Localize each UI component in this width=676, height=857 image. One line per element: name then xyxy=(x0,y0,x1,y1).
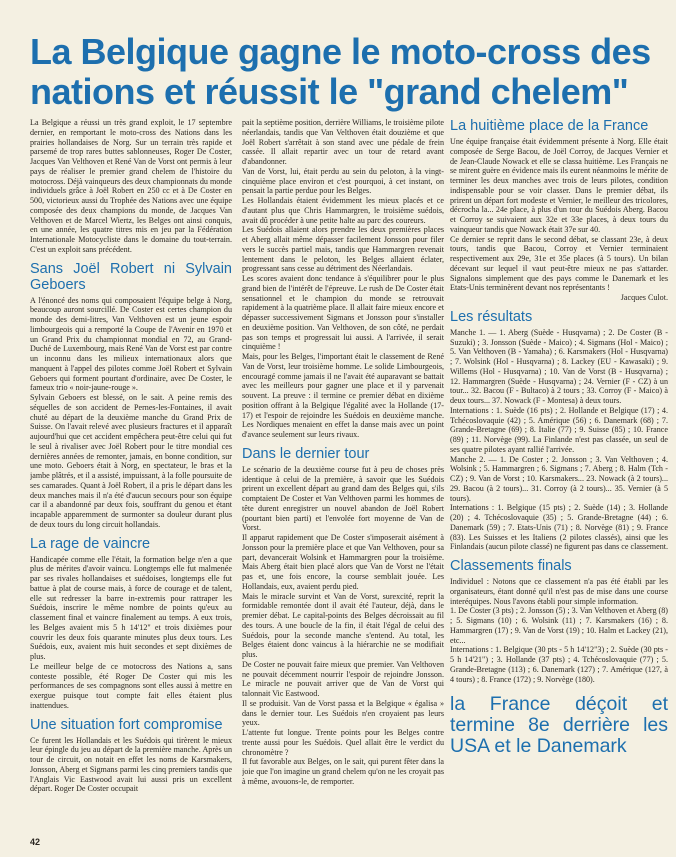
paragraph: Il apparut rapidement que De Coster s'imposerait aisément à Jonsson pour la première place et que Van Velthoven, pour sa part, devancerait Wolsink et Hammargren pour la troisième. Mais Aberg était bien placé alors que Van de Vorst ne l'était pas et, une fois encore, la course semblait jouée. Les Hollandais, eux, avaient perdu pied. xyxy=(242,533,444,591)
page-number: 42 xyxy=(30,837,41,847)
classement-individuel-note: Individuel : Notons que ce classement n'a pas été établi par les organisateurs, étant donné qu'il n'est pas de mise dans une course interéquipes. Nous l'avons établi pour simple information. xyxy=(450,577,668,606)
paragraph: Ce dernier se reprit dans le second débat, se classant 23e, à deux tours, tandis que Bacou, Corroy et Vernier terminaient respectivement aux 29e, 31e et 35e places (à 5 tours). Un bilan décevant sur lequel il vaut peut-être mieux ne pas s'attarder. Signalons simplement que des pays comme le Danemark et les Etats-Unis terminèrent devant nos représentants ! xyxy=(450,234,668,293)
subheading-sans-joel-robert: Sans Joël Robert ni Sylvain Geboers xyxy=(30,260,232,293)
paragraph: Sylvain Geboers est blessé, on le sait. A peine remis des séquelles de son accident de Pernes-les-Fontaines, il avait chuté au départ de la deuxième manche du Grand Prix de Suisse. On l'avait relevé avec plusieurs fractures et il apparaît aujourd'hui que cet accident empêchera peut-être celui qui fut le seul à rivaliser avec Joël Robert pour le titre mondial ces dernières années de remonter, jamais, en bonne condition, sur une moto. Geboers était à Norg, en spectateur, le bras et la jambe plâtrés, et il a assisté, impuissant, à la folle poursuite de ses camarades. Quant à Joël Robert, il a pris le départ dans les deux manches mais il n'a été d'aucun secours pour son équipe car il a abandonné par deux fois, souffrant du genou et étant incapable apparemment de surmonter sa douleur durant plus de deux tours du long circuit hollandais. xyxy=(30,393,232,529)
paragraph: Il se produisit. Van de Vorst passa et la Belgique « égalisa » dans le dernier tour. Les Suédois n'en croyaient pas leurs yeux. xyxy=(242,698,444,728)
paragraph: Les Suédois allaient alors prendre les deux premières places et Aberg allait même dépasser facilement Jonsson pour filer vers le succès partiel mais, tandis que Hammargren revenait lentement dans le peloton, les Belges allaient éclater, progressant sans cesse au détriment des Néerlandais. xyxy=(242,225,444,274)
paragraph: Ce furent les Hollandais et les Suédois qui tirèrent le mieux leur épingle du jeu au départ de la première manche. Après un tour de circuit, on notait en effet les noms de Karsmakers, Jonsson, Aberg et Sigmans parmi les cinq premiers tandis que l'Anglais Vic Eastwood avait lui aussi pris un excellent départ. Roger De Coster occupait xyxy=(30,735,232,794)
paragraph: De Coster ne pouvait faire mieux que premier. Van Velthoven ne pouvait décemment nourrir l'espoir de rejoindre Jonsson. Le miracle ne pouvait arriver que de Van de Vorst qui talonnait Vic Eastwood. xyxy=(242,659,444,698)
subheading-situation-compromise: Une situation fort compromise xyxy=(30,716,223,733)
article-column-3 xyxy=(450,118,668,823)
paragraph: Le meilleur belge de ce motocross des Nations a, sans conteste possible, été Roger De Coster qui mis les performances de ses compagnons sont elles aussi à mettre en exergue puisque tout compte fait elles étaient plus inattendues. xyxy=(30,661,232,710)
pull-quote: la France déçoit et termine 8e derrière les USA et le Danemark xyxy=(450,693,668,758)
results-manche-2: Manche 2. — 1. De Coster ; 2. Jonsson ; 3. Van Velthoven ; 4. Wolsink ; 5. Hammargren ; 6. Sigmans ; 7. Aberg ; 8. Halm (Tch - CZ) ; 9. Van de Vorst ; 10. Karsmakers... 23. Nowack (à 2 tours)... 29. Bacou (à 2 tours)... 31. Corroy (à 2 tours)... 35. Vernier (à 5 tours). xyxy=(450,454,668,503)
paragraph: A l'énoncé des noms qui composaient l'équipe belge à Norg, beaucoup auront sourcillé. De Coster est certes champion du monde des demi-litres, Van Velthoven est un jeune espoir limbourgeois qui a remporté la Coupe de l'Avenir en 1970 et un Grand Prix du championnat mondial en 72, au Grand-Duché de Luxembourg, mais René Van de Vorst est par contre un inconnu dans les milieux internationaux alors que manquent à l'appel des pilotes comme Joël Robert et Sylvain Geboers qui forment pourtant d'ordinaire, avec De Coster, le fameux trio « noir-jaune-rouge ». xyxy=(30,295,232,393)
classement-internations: Internations : 1. Belgique (30 pts - 5 h 14'12"3) ; 2. Suède (30 pts - 5 h 14'21") ; 3. Hollande (37 pts) ; 4. Tchécoslovaquie (77) ; 5. Grande-Bretagne (113) ; 6. Danemark (127) ; 7. Amérique (127, à 4 tours) ; 8. France (172) ; 9. Norvège (180). xyxy=(450,645,668,684)
subheading-huitieme-place: La huitième place de la France xyxy=(450,118,649,134)
subheading-rage-de-vaincre: La rage de vaincre xyxy=(30,535,151,552)
classement-individuel: 1. De Coster (3 pts) ; 2. Jonsson (5) ; 3. Van Velthoven et Aberg (8) ; 5. Sigmans (10) ; 6. Wolsink (11) ; 7. Karsmakers (16) ; 8. Hammargren (17) ; 9. Van de Vorst (19) ; 10. Halm et Lackey (21), etc... xyxy=(450,606,668,645)
paragraph: Mais, pour les Belges, l'important était le classement de René Van de Vorst, leur troisième homme. Le solide Limbourgeois, encouragé comme jamais il ne l'avait été auparavant se battait avec les meilleurs pour gagner une place et il y parvenait souvent. La preuve : il termine ce premier débat en dixième position offrant à la Belgique l'égalité avec la Hollande (17-17) et l'espoir de rejoindre les Suédois en deuxième manche. Les Nordiques menaient en effet la danse mais avec un point d'avance seulement sur leurs rivaux. xyxy=(242,352,444,439)
author-signature: Jacques Culot. xyxy=(620,293,668,302)
intro-paragraph: La Belgique a réussi un très grand exploit, le 17 septembre dernier, en remportant le moto-cross des Nations dans les prairies hollandaises de Norg. Sur un terrain très rapide et parsemé de trop rares buttes sablonneuses, Roger De Coster, Jacques Van Velthoven et René Van de Vorst ont permis à leur pays de réaliser le premier grand chelem de l'histoire du motocross. Déjà vainqueurs des deux championnats du monde individuels grâce à Joël Robert en 250 cc et à De Coster en 500, victorieux aussi du Trophée des Nations avec une équipe composée des deux champions du monde, de Jacques Van Velthoven et de Marcel Wiertz, les Belges ont ainsi conquis, en une année, les quatre titres mis en jeu par la Fédération Internationale Motocycliste dans le domaine du tout-terrain. C'est un exploit sans précédent. xyxy=(30,118,232,254)
paragraph: Van de Vorst, lui, était perdu au sein du peloton, à la vingt-cinquième place environ et c'est pourquoi, à cet instant, on pensait la partie perdue pour les Belges. xyxy=(242,166,444,196)
paragraph: Les scores avaient donc tendance à s'équilibrer pour le plus grand bien de l'intérêt de l'épreuve. Le rush de De Coster était sensationnel et le champion du monde se retrouvait rapidement à la quatrième place. Il allait faire mieux encore et dépasser successivement Sigmans et Jonsson pour s'installer en deuxième position. Van Velthoven, de son côté, ne perdait pas son temps et progressait lui aussi. A l'arrivée, il serait cinquième ! xyxy=(242,274,444,352)
subheading-resultats: Les résultats xyxy=(450,308,533,325)
paragraph: Le scénario de la deuxième course fut à peu de choses près identique à celui de la première, à savoir que les Suédois prirent un excellent départ au grand dam des Belges qui, s'ils comptaient De Coster et Van Velthoven parmi les hommes de tête durent enregistrer un nouvel abandon de Joël Robert (pourtant bien parti) et l'envolée fort moyenne de Van de Vorst. xyxy=(242,464,444,533)
paragraph: L'attente fut longue. Trente points pour les Belges contre trente aussi pour les Suédois. Quel allait être le verdict du chronomètre ? xyxy=(242,728,444,757)
paragraph: Une équipe française était évidemment présente à Norg. Elle était composée de Serge Bacou, de Joël Corroy, de Jacques Vernier et de Jean-Claude Nowack et elle se classa huitième. Les Français ne se mirent guère en évidence mais ils eurent néanmoins le mérite de terminer les deux manches avec trois de leurs pilotes, condition indispensable pour se voir classer. Dans le premier débat, ils prirent un départ fort modeste et Vernier, le meilleur des tricolores, décrocha la... 24e place, à plus d'un tour du Suédois Aberg. Bacou et Corroy se suivaient aux 32e et 33e places, à deux tours du vainqueur tandis que Nowack était 37e sur 40. xyxy=(450,137,668,234)
results-manche-1: Manche 1. — 1. Aberg (Suède - Husqvarna) ; 2. De Coster (B - Suzuki) ; 3. Jonsson (Suède - Maico) ; 4. Sigmans (Hol - Maico) ; 5. Van Velthoven (B - Yamaha) ; 6. Karsmakers (Hol - Husqvarna) ; 7. Wolsink (Hol - Husqvarna) ; 8. Lackey (EU - Kawasaki) ; 9. Willems (Hol - Husqvarna) ; 10. Van de Vorst (B - Husqvarna) ; 12. Hammargren (Suède - Husqvarna) ; 24. Vernier (F - CZ) à un tour... 32. Bacou (F - Bultaco) à 2 tours ; 33. Corroy (F - Maico) à deux tours... 37. Nowack (F - Montesa) à deux tours. xyxy=(450,327,668,405)
paragraph: Il fut favorable aux Belges, on le sait, qui purent fêter dans la joie que l'on imagine un grand chelem qu'on ne les croyait pas à même, avouons-le, de remporter. xyxy=(242,757,444,786)
results-internations-2: Internations : 1. Belgique (15 pts) ; 2. Suède (14) ; 3. Hollande (20) ; 4. Tchécoslovaquie (35) ; 5. Grande-Bretagne (44) ; 6. Danemark (59) ; 7. Etats-Unis (71) ; 8. Norvège (81) ; 9. France (83). Les Suisses et les Italiens (2 pilotes classés), ainsi que les Finlandais (aucun pilote classé) ne figurent pas dans ce classement. xyxy=(450,503,668,552)
headline: La Belgique gagne le moto-cross des nations et réussit le "grand chelem" xyxy=(30,31,651,112)
subheading-classements-finals: Classements finals xyxy=(450,558,572,574)
paragraph: Les Hollandais étaient évidemment les mieux placés et ce d'autant plus que Chris Hammargren, le troisième suédois, avait dû procéder à une petite halte au parc des coureurs. xyxy=(242,196,444,225)
results-internations-1: Internations : 1. Suède (16 pts) ; 2. Hollande et Belgique (17) ; 4. Tchécoslovaquie (42) ; 5. Amérique (56) ; 6. Danemark (68) ; 7. Grande-Bretagne (69) ; 8. Italie (77) ; 9. Suisse (85) ; 10. France (89) ; 11. Norvège (99). La Finlande n'est pas classée, un seul de ses quatre pilotes ayant rallié l'arrivée. xyxy=(450,405,668,454)
article-column-1 xyxy=(30,118,232,833)
article-column-2 xyxy=(242,118,444,833)
paragraph: Handicapée comme elle l'était, la formation belge n'en a que plus de mérites d'avoir vaincu. Longtemps elle fut malmenée par ses rivales hollandaises et suédoises, longtemps elle fut battue à plat de course mais, à force de courage et de talent, elle sut redresser la barre in-extremis pour rattraper les Suédois, inscrire le même nombre de points qu'eux au classement final et vaincre finalement au temps. A eux trois, les Belges avaient mis 5 h 14'12" et trois dixièmes pour couvrir les deux fois quarante minutes plus deux tours. Les Suédois, eux, avaient mis huit secondes et sept dixièmes de plus. xyxy=(30,554,232,661)
paragraph: Mais le miracle survint et Van de Vorst, surexcité, reprit la formidable remontée dont il avait été l'auteur, déjà, dans le premier débat. Le capital-points des Belges décroissait au fil des tours. A une boucle de la fin, il était l'égal de celui des Suédois, pour la seconde manche s'entend. Au total, les Belges étaient donc vaincus à la hiérarchie ne se modifiait plus. xyxy=(242,591,444,659)
paragraph: pait la septième position, derrière Williams, le troisième pilote néerlandais, tandis que Van Velthoven était douzième et que Joël Robert s'arrêtait à son stand avec une pédale de frein cassée. Il allait repartir avec un tour de retard avant d'abandonner. xyxy=(242,118,444,166)
subheading-dernier-tour: Dans le dernier tour xyxy=(242,445,370,462)
